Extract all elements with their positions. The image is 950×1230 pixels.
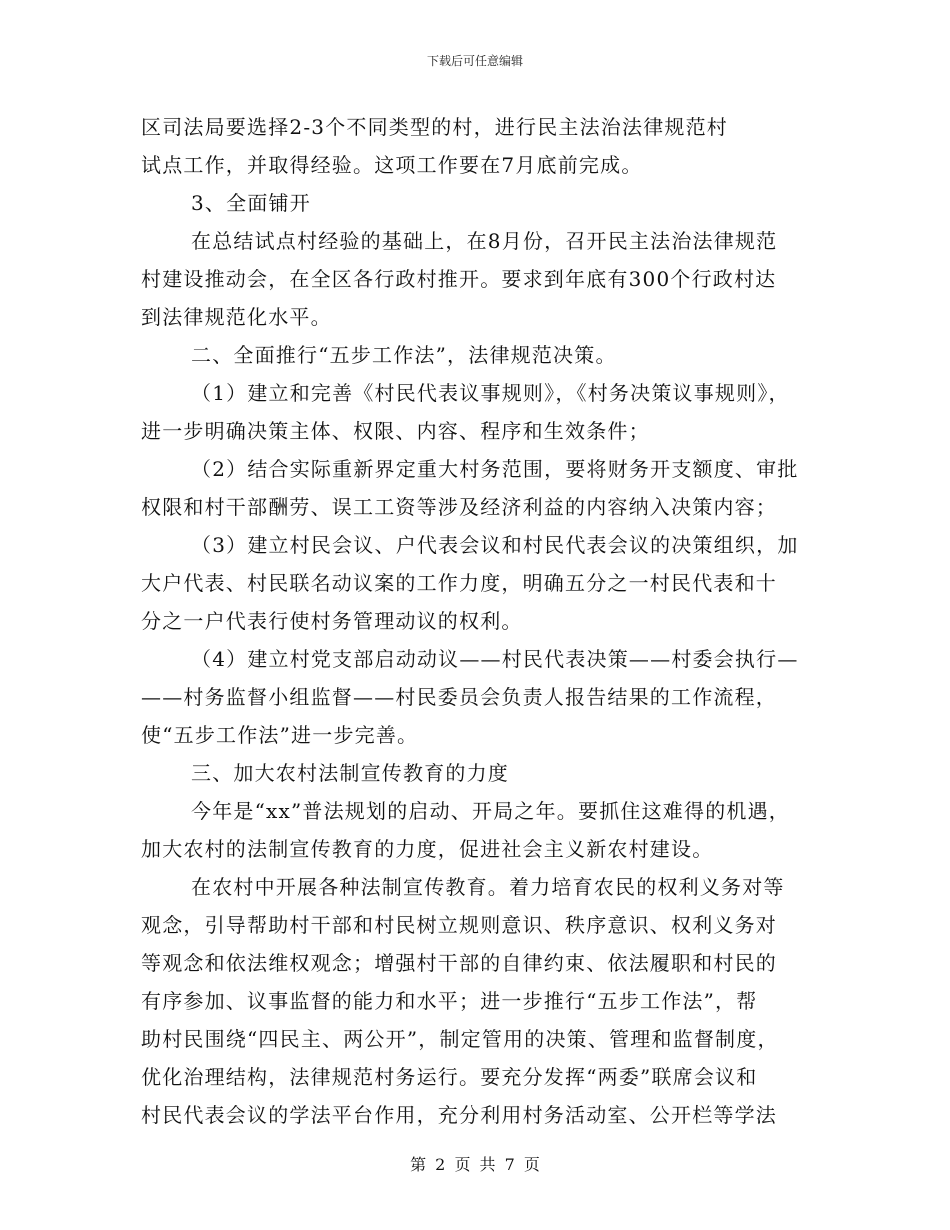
paragraph bbox=[141, 222, 831, 336]
text-line: 在总结试点村经验的基础上，在8月份，召开民主法治法律规范 bbox=[191, 229, 778, 253]
text-line: 大户代表、村民联名动议案的工作力度，明确五分之一村民代表和十 bbox=[141, 571, 777, 595]
text-line: 权限和村干部酬劳、误工工资等涉及经济利益的内容纳入决策内容； bbox=[141, 495, 777, 519]
text-line: 村建设推动会，在全区各行政村推开。要求到年底有300个行政村达 bbox=[141, 267, 777, 291]
text-line: 观念，引导帮助村干部和村民树立规则意识、秩序意识、权利义务对 bbox=[141, 913, 777, 937]
paragraph bbox=[141, 792, 831, 868]
paragraph bbox=[141, 108, 831, 184]
paragraph bbox=[141, 640, 831, 754]
document-body bbox=[141, 108, 831, 1134]
paragraph bbox=[141, 526, 831, 640]
page-header: 下载后可任意编辑 bbox=[426, 54, 523, 68]
text-line: （1）建立和完善《村民代表议事规则》，《村务决策议事规则》， bbox=[191, 381, 790, 405]
text-line: 分之一户代表行使村务管理动议的权利。 bbox=[141, 609, 523, 633]
text-line: 二、全面推行“五步工作法”，法律规范决策。 bbox=[191, 343, 617, 367]
text-line: 村民代表会议的学法平台作用，充分利用村务活动室、公开栏等学法 bbox=[141, 1103, 777, 1127]
text-line: 助村民围绕“四民主、两公开”，制定管用的决策、管理和监督制度， bbox=[141, 1027, 779, 1051]
text-line: 优化治理结构，法律规范村务运行。要充分发挥“两委”联席会议和 bbox=[141, 1065, 758, 1089]
text-line: 3、全面铺开 bbox=[191, 191, 311, 215]
text-line: 使“五步工作法”进一步完善。 bbox=[141, 723, 419, 747]
section-heading bbox=[141, 184, 831, 222]
section-heading bbox=[141, 754, 831, 792]
section-heading bbox=[141, 336, 831, 374]
paragraph bbox=[141, 868, 831, 1134]
text-line: （4）建立村党支部启动动议——村民代表决策——村委会执行— bbox=[191, 647, 799, 671]
page-number-footer: 第 2 页 共 7 页 bbox=[410, 1155, 540, 1174]
paragraph bbox=[141, 374, 831, 450]
text-line: 进一步明确决策主体、权限、内容、程序和生效条件； bbox=[141, 419, 650, 443]
text-line: ——村务监督小组监督——村民委员会负责人报告结果的工作流程， bbox=[141, 685, 777, 709]
text-line: 试点工作，并取得经验。这项工作要在7月底前完成。 bbox=[141, 153, 643, 177]
text-line: 今年是“xx”普法规划的启动、开局之年。要抓住这难得的机遇， bbox=[191, 799, 791, 823]
text-line: 三、加大农村法制宣传教育的力度 bbox=[191, 761, 509, 785]
text-line: 有序参加、议事监督的能力和水平；进一步推行“五步工作法”，帮 bbox=[141, 989, 758, 1013]
text-line: 在农村中开展各种法制宣传教育。着力培育农民的权利义务对等 bbox=[191, 875, 785, 899]
text-line: 到法律规范化水平。 bbox=[141, 305, 332, 329]
text-line: 加大农村的法制宣传教育的力度，促进社会主义新农村建设。 bbox=[141, 837, 714, 861]
text-line: （2）结合实际重新界定重大村务范围，要将财务开支额度、审批 bbox=[191, 457, 799, 481]
paragraph bbox=[141, 450, 831, 526]
text-line: （3）建立村民会议、户代表会议和村民代表会议的决策组织，加 bbox=[191, 533, 799, 557]
text-line: 等观念和依法维权观念；增强村干部的自律约束、依法履职和村民的 bbox=[141, 951, 777, 975]
text-line: 区司法局要选择2-3个不同类型的村，进行民主法治法律规范村 bbox=[141, 115, 729, 139]
